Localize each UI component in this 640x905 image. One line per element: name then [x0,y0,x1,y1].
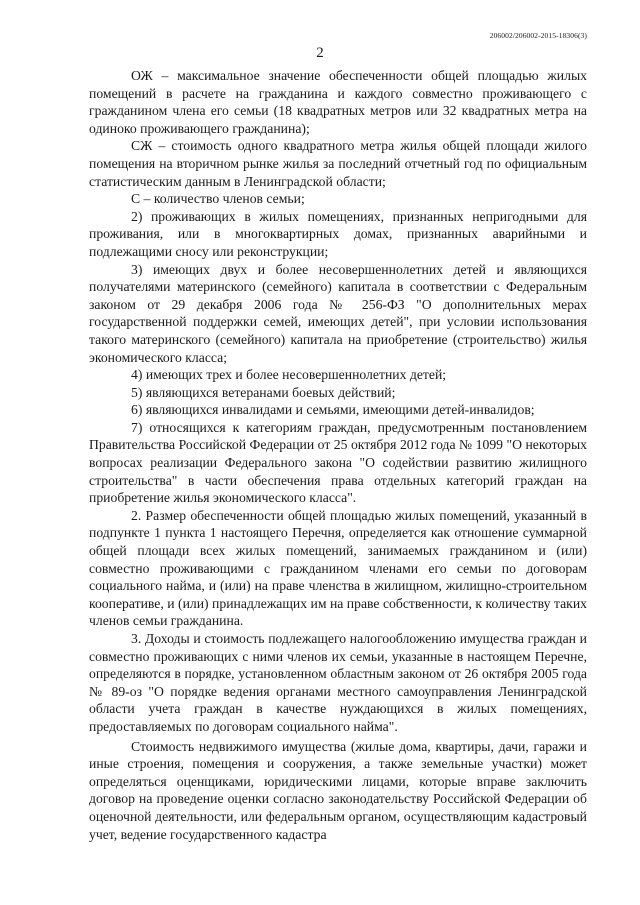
paragraph-item-7: 7) относящихся к категориям граждан, предусмотренным постановлением Правительства Российской Федерации от 25 октября 2012 года № 1099 "О некоторых вопросах реализации Федерального закона "О содействии развитию жилищного строительства" в части обеспечения права отдельных категорий граждан на приобретение жилья экономического класса". [89,419,587,506]
paragraph-item-3: 3) имеющих двух и более несовершеннолетних детей и являющихся получателями материнского (семейного) капитала в соответствии с Федеральным законом от 29 декабря 2006 года № 256-ФЗ "О дополнительных мерах государственной поддержки семей, имеющих детей", при условии использования такого материнского (семейного) капитала на приобретение (строительство) жилья экономического класса; [89,261,587,365]
paragraph-oj: ОЖ – максимальное значение обеспеченности общей площадью жилых помещений в расчете на гражданина и каждого совместно проживающего с гражданином члена его семьи (18 квадратных метров или 32 квадратных метра на одиноко проживающего гражданина); [89,68,587,136]
page-number: 2 [316,45,324,61]
paragraph-item-5: 5) являющихся ветеранами боевых действий; [131,384,396,400]
paragraph-sj: СЖ – стоимость одного квадратного метра жилья общей площади жилого помещения на вторичном рынке жилья за последний отчетный год по официальным статистическим данным в Ленинградской области; [89,138,587,189]
paragraph-c: С – количество членов семьи; [131,191,305,207]
paragraph-item-6: 6) являющихся инвалидами и семьями, имеющими детей-инвалидов; [131,402,535,418]
document-id: 206002/206002-2015-18306(3) [489,31,587,40]
paragraph-section-3: 3. Доходы и стоимость подлежащего налогообложению имущества граждан и совместно проживающих с ними членов их семьи, указанные в настоящем Перечне, определяются в порядке, установленном областным законом от 26 октября 2005 года № 89-оз "О порядке ведения органами местного самоуправления Ленинградской области учета граждан в качестве нуждающихся в жилых помещениях, предоставляемых по договорам социального найма". [89,631,587,734]
paragraph-item-2: 2) проживающих в жилых помещениях, признанных непригодными для проживания, или в многоквартирных домах, признанных аварийными и подлежащими сносу или реконструкции; [89,208,587,259]
paragraph-item-4: 4) имеющих трех и более несовершеннолетних детей; [131,367,447,383]
paragraph-section-2: 2. Размер обеспеченности общей площадью жилых помещений, указанный в подпункте 1 пункта 1 настоящего Перечня, определяется как отношение суммарной общей площади всех жилых помещений, занимаемых гражданином и (или) совместно проживающими с гражданином членами его семьи по договорам социального найма, и (или) на праве членства в жилищном, жилищно-строительном кооперативе, и (или) принадлежащих им на праве собственности, к количеству таких членов семьи гражданина. [89,507,587,629]
paragraph-property-value: Стоимость недвижимого имущества (жилые дома, квартиры, дачи, гаражи и иные строения, помещения и сооружения, а также земельные участки) может определяться оценщиками, юридическими лицами, которые вправе заключить договор на проведение оценки согласно законодательству Российской Федерации об оценочной деятельности, или федеральным органом, осуществляющим кадастровый учет, ведение государственного кадастра [89,738,587,842]
document-body [89,67,587,843]
